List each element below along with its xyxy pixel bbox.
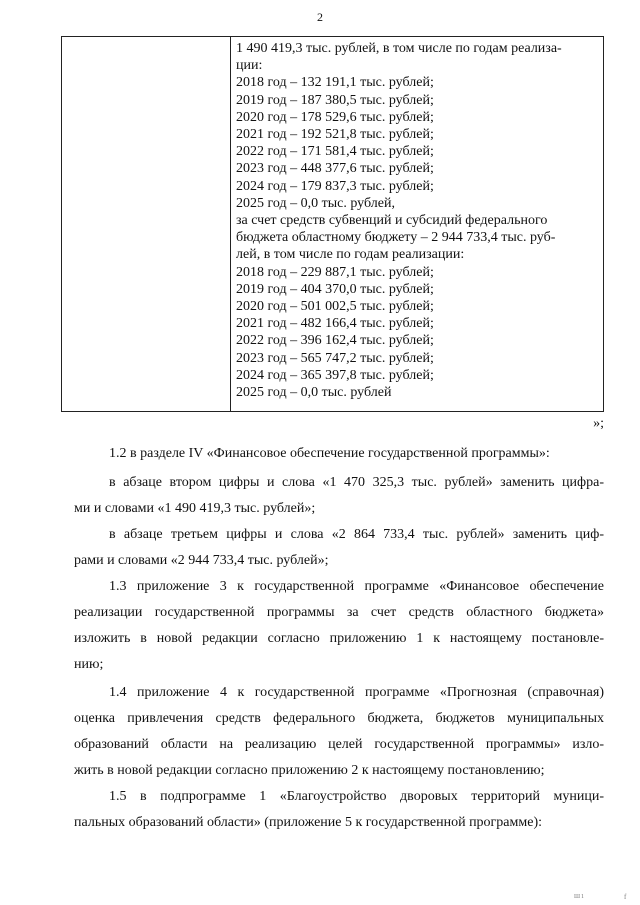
paragraph-line: изложить в новой редакции согласно приложению 1 к настоящему постановле- [74, 631, 604, 646]
table-cell-line: 2023 год – 448 377,6 тыс. рублей; [236, 161, 434, 177]
paragraph-line: жить в новой редакции согласно приложению 2 к настоящему постановлению; [74, 763, 545, 778]
table-cell-line: 2019 год – 404 370,0 тыс. рублей; [236, 281, 434, 297]
paragraph-line: 1.2 в разделе IV «Финансовое обеспечение государственной программы»: [109, 446, 550, 461]
paragraph-1-5 [74, 784, 604, 836]
paragraph-line: рами и словами «2 944 733,4 тыс. рублей»; [74, 553, 329, 568]
paragraph-line: нию; [74, 657, 104, 672]
paragraph-line: 1.4 приложение 4 к государственной программе «Прогнозная (справочная) [109, 685, 604, 700]
closing-quote: »; [593, 416, 604, 431]
paragraph-line: в абзаце втором цифры и слова «1 470 325,3 тыс. рублей» заменить цифра- [109, 475, 604, 490]
table-cell-line: 2020 год – 178 529,6 тыс. рублей; [236, 109, 434, 125]
table-cell-line: бюджета областному бюджету – 2 944 733,4 тыс. руб- [236, 230, 556, 246]
table-cell-line: 2024 год – 365 397,8 тыс. рублей; [236, 367, 434, 383]
table-cell-line: 2024 год – 179 837,3 тыс. рублей; [236, 178, 434, 194]
table-column-divider [230, 37, 231, 411]
paragraph-1-3 [74, 574, 604, 678]
table-cell-line: 2018 год – 229 887,1 тыс. рублей; [236, 264, 434, 280]
table-cell-line: 2019 год – 187 380,5 тыс. рублей; [236, 92, 434, 108]
paragraph-1-2 [74, 441, 604, 467]
paragraph-line: в абзаце третьем цифры и слова «2 864 733,4 тыс. рублей» заменить циф- [109, 527, 604, 542]
paragraph-line: ми и словами «1 490 419,3 тыс. рублей»; [74, 501, 316, 516]
table-cell-line: ции: [236, 58, 263, 74]
paragraph-line: образований области на реализацию целей государственной программы» изло- [74, 737, 604, 752]
table-cell-line: 2020 год – 501 002,5 тыс. рублей; [236, 299, 434, 315]
table-cell-line: 2018 год – 132 191,1 тыс. рублей; [236, 75, 434, 91]
footer-scan-mark: Ш1 [574, 894, 586, 900]
paragraph-line: пальных образований области» (приложение 5 к государственной программе): [74, 815, 542, 830]
paragraph-line: 1.5 в подпрограмме 1 «Благоустройство дворовых территорий муници- [109, 789, 604, 804]
table-cell-line: лей, в том числе по годам реализации: [236, 247, 465, 263]
paragraph-line: реализации государственной программы за счет средств областного бюджета» [74, 605, 604, 620]
paragraph-1-4 [74, 680, 604, 784]
table-cell-line: за счет средств субвенций и субсидий федерального [236, 213, 548, 229]
paragraph-line: 1.3 приложение 3 к государственной программе «Финансовое обеспечение [109, 579, 604, 594]
footer-scan-mark-2: f [624, 893, 627, 901]
table-cell-line: 2021 год – 192 521,8 тыс. рублей; [236, 127, 434, 143]
table-cell-line: 2025 год – 0,0 тыс. рублей [236, 385, 392, 401]
paragraph-abzac-2 [74, 470, 604, 522]
table-funding-cell [236, 40, 602, 401]
table-cell-line: 2023 год – 565 747,2 тыс. рублей; [236, 350, 434, 366]
program-table [61, 36, 604, 412]
paragraph-line: оценка привлечения средств федерального бюджета, бюджетов муниципальных [74, 711, 604, 726]
paragraph-abzac-3 [74, 522, 604, 574]
table-cell-line: 1 490 419,3 тыс. рублей, в том числе по годам реализа- [236, 41, 562, 56]
table-cell-line: 2022 год – 396 162,4 тыс. рублей; [236, 333, 434, 349]
page-number: 2 [317, 10, 323, 24]
table-cell-line: 2022 год – 171 581,4 тыс. рублей; [236, 144, 434, 160]
table-cell-line: 2021 год – 482 166,4 тыс. рублей; [236, 316, 434, 332]
table-cell-line: 2025 год – 0,0 тыс. рублей, [236, 195, 395, 211]
